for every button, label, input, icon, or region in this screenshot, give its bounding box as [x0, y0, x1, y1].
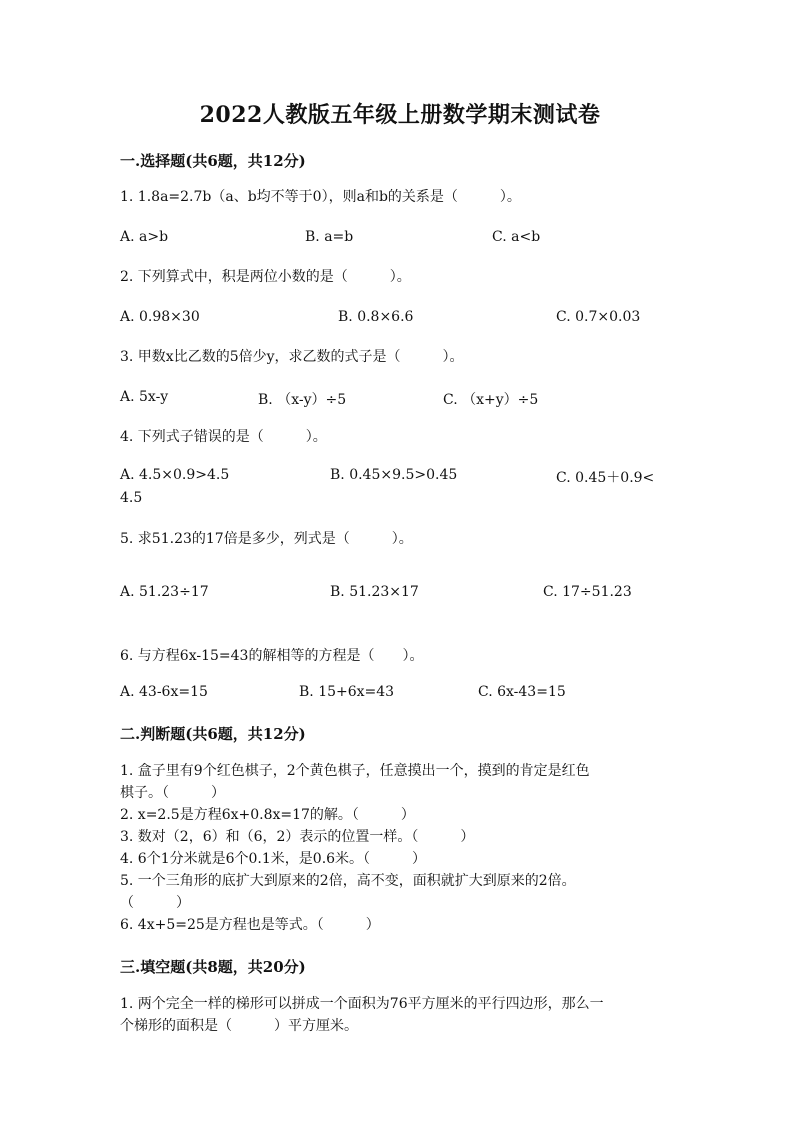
- fill-question-1: 1. 两个完全一样的梯形可以拼成一个面积为76平方厘米的平行四边形，那么一: [120, 996, 604, 1012]
- section-heading-judge: 二.判断题(共6题，共12分): [120, 725, 306, 743]
- choice-option-2c: C. 0.7×0.03: [556, 309, 641, 325]
- choice-option-5a: A. 51.23÷17: [120, 584, 209, 600]
- judge-question-1: 1. 盒子里有9个红色棋子，2个黄色棋子，任意摸出一个，摸到的肯定是红色: [120, 763, 590, 779]
- choice-option-4c: C. 0.45＋0.9<: [556, 470, 655, 486]
- choice-option-6a: A. 43-6x=15: [120, 684, 208, 700]
- judge-question-5: 5. 一个三角形的底扩大到原来的2倍，高不变，面积就扩大到原来的2倍。: [120, 873, 576, 889]
- judge-question-6: 6. 4x+5=25是方程也是等式。（ ）: [120, 917, 380, 933]
- choice-question-6: 6. 与方程6x-15=43的解相等的方程是（ ）。: [120, 648, 424, 664]
- judge-question-3: 3. 数对（2，6）和（6，2）表示的位置一样。（ ）: [120, 829, 475, 845]
- choice-option-2a: A. 0.98×30: [120, 309, 200, 325]
- choice-option-1c: C. a<b: [492, 229, 541, 245]
- page-title: 2022人教版五年级上册数学期末测试卷: [199, 102, 601, 128]
- judge-question-2: 2. x=2.5是方程6x+0.8x=17的解。（ ）: [120, 807, 415, 823]
- choice-option-3b: B. （x-y）÷5: [258, 392, 347, 408]
- judge-question-1-continued: 棋子。（ ）: [120, 785, 225, 801]
- choice-option-4c-continued: 4.5: [120, 490, 143, 506]
- choice-option-1a: A. a>b: [120, 229, 169, 245]
- judge-question-4: 4. 6个1分米就是6个0.1米，是0.6米。（ ）: [120, 851, 427, 867]
- choice-option-5c: C. 17÷51.23: [543, 584, 632, 600]
- choice-option-1b: B. a=b: [305, 229, 354, 245]
- judge-question-5-continued: （ ）: [120, 895, 190, 911]
- choice-option-3a: A. 5x-y: [120, 389, 169, 405]
- choice-option-5b: B. 51.23×17: [330, 584, 419, 600]
- choice-option-4a: A. 4.5×0.9>4.5: [120, 467, 230, 483]
- choice-question-3: 3. 甲数x比乙数的5倍少y，求乙数的式子是（ ）。: [120, 349, 464, 365]
- choice-option-2b: B. 0.8×6.6: [338, 309, 414, 325]
- choice-option-6b: B. 15+6x=43: [299, 684, 395, 700]
- section-heading-choice: 一.选择题(共6题，共12分): [120, 152, 306, 170]
- choice-question-1: 1. 1.8a=2.7b（a、b均不等于0），则a和b的关系是（ ）。: [120, 189, 521, 205]
- section-heading-fill: 三.填空题(共8题，共20分): [120, 958, 306, 976]
- choice-option-4b: B. 0.45×9.5>0.45: [330, 467, 458, 483]
- choice-option-6c: C. 6x-43=15: [478, 684, 566, 700]
- choice-option-3c: C. （x+y）÷5: [443, 392, 539, 408]
- fill-question-1-continued: 个梯形的面积是（ ）平方厘米。: [120, 1018, 358, 1034]
- choice-question-5: 5. 求51.23的17倍是多少，列式是（ ）。: [120, 531, 413, 547]
- choice-question-4: 4. 下列式子错误的是（ ）。: [120, 429, 327, 445]
- choice-question-2: 2. 下列算式中，积是两位小数的是（ ）。: [120, 269, 411, 285]
